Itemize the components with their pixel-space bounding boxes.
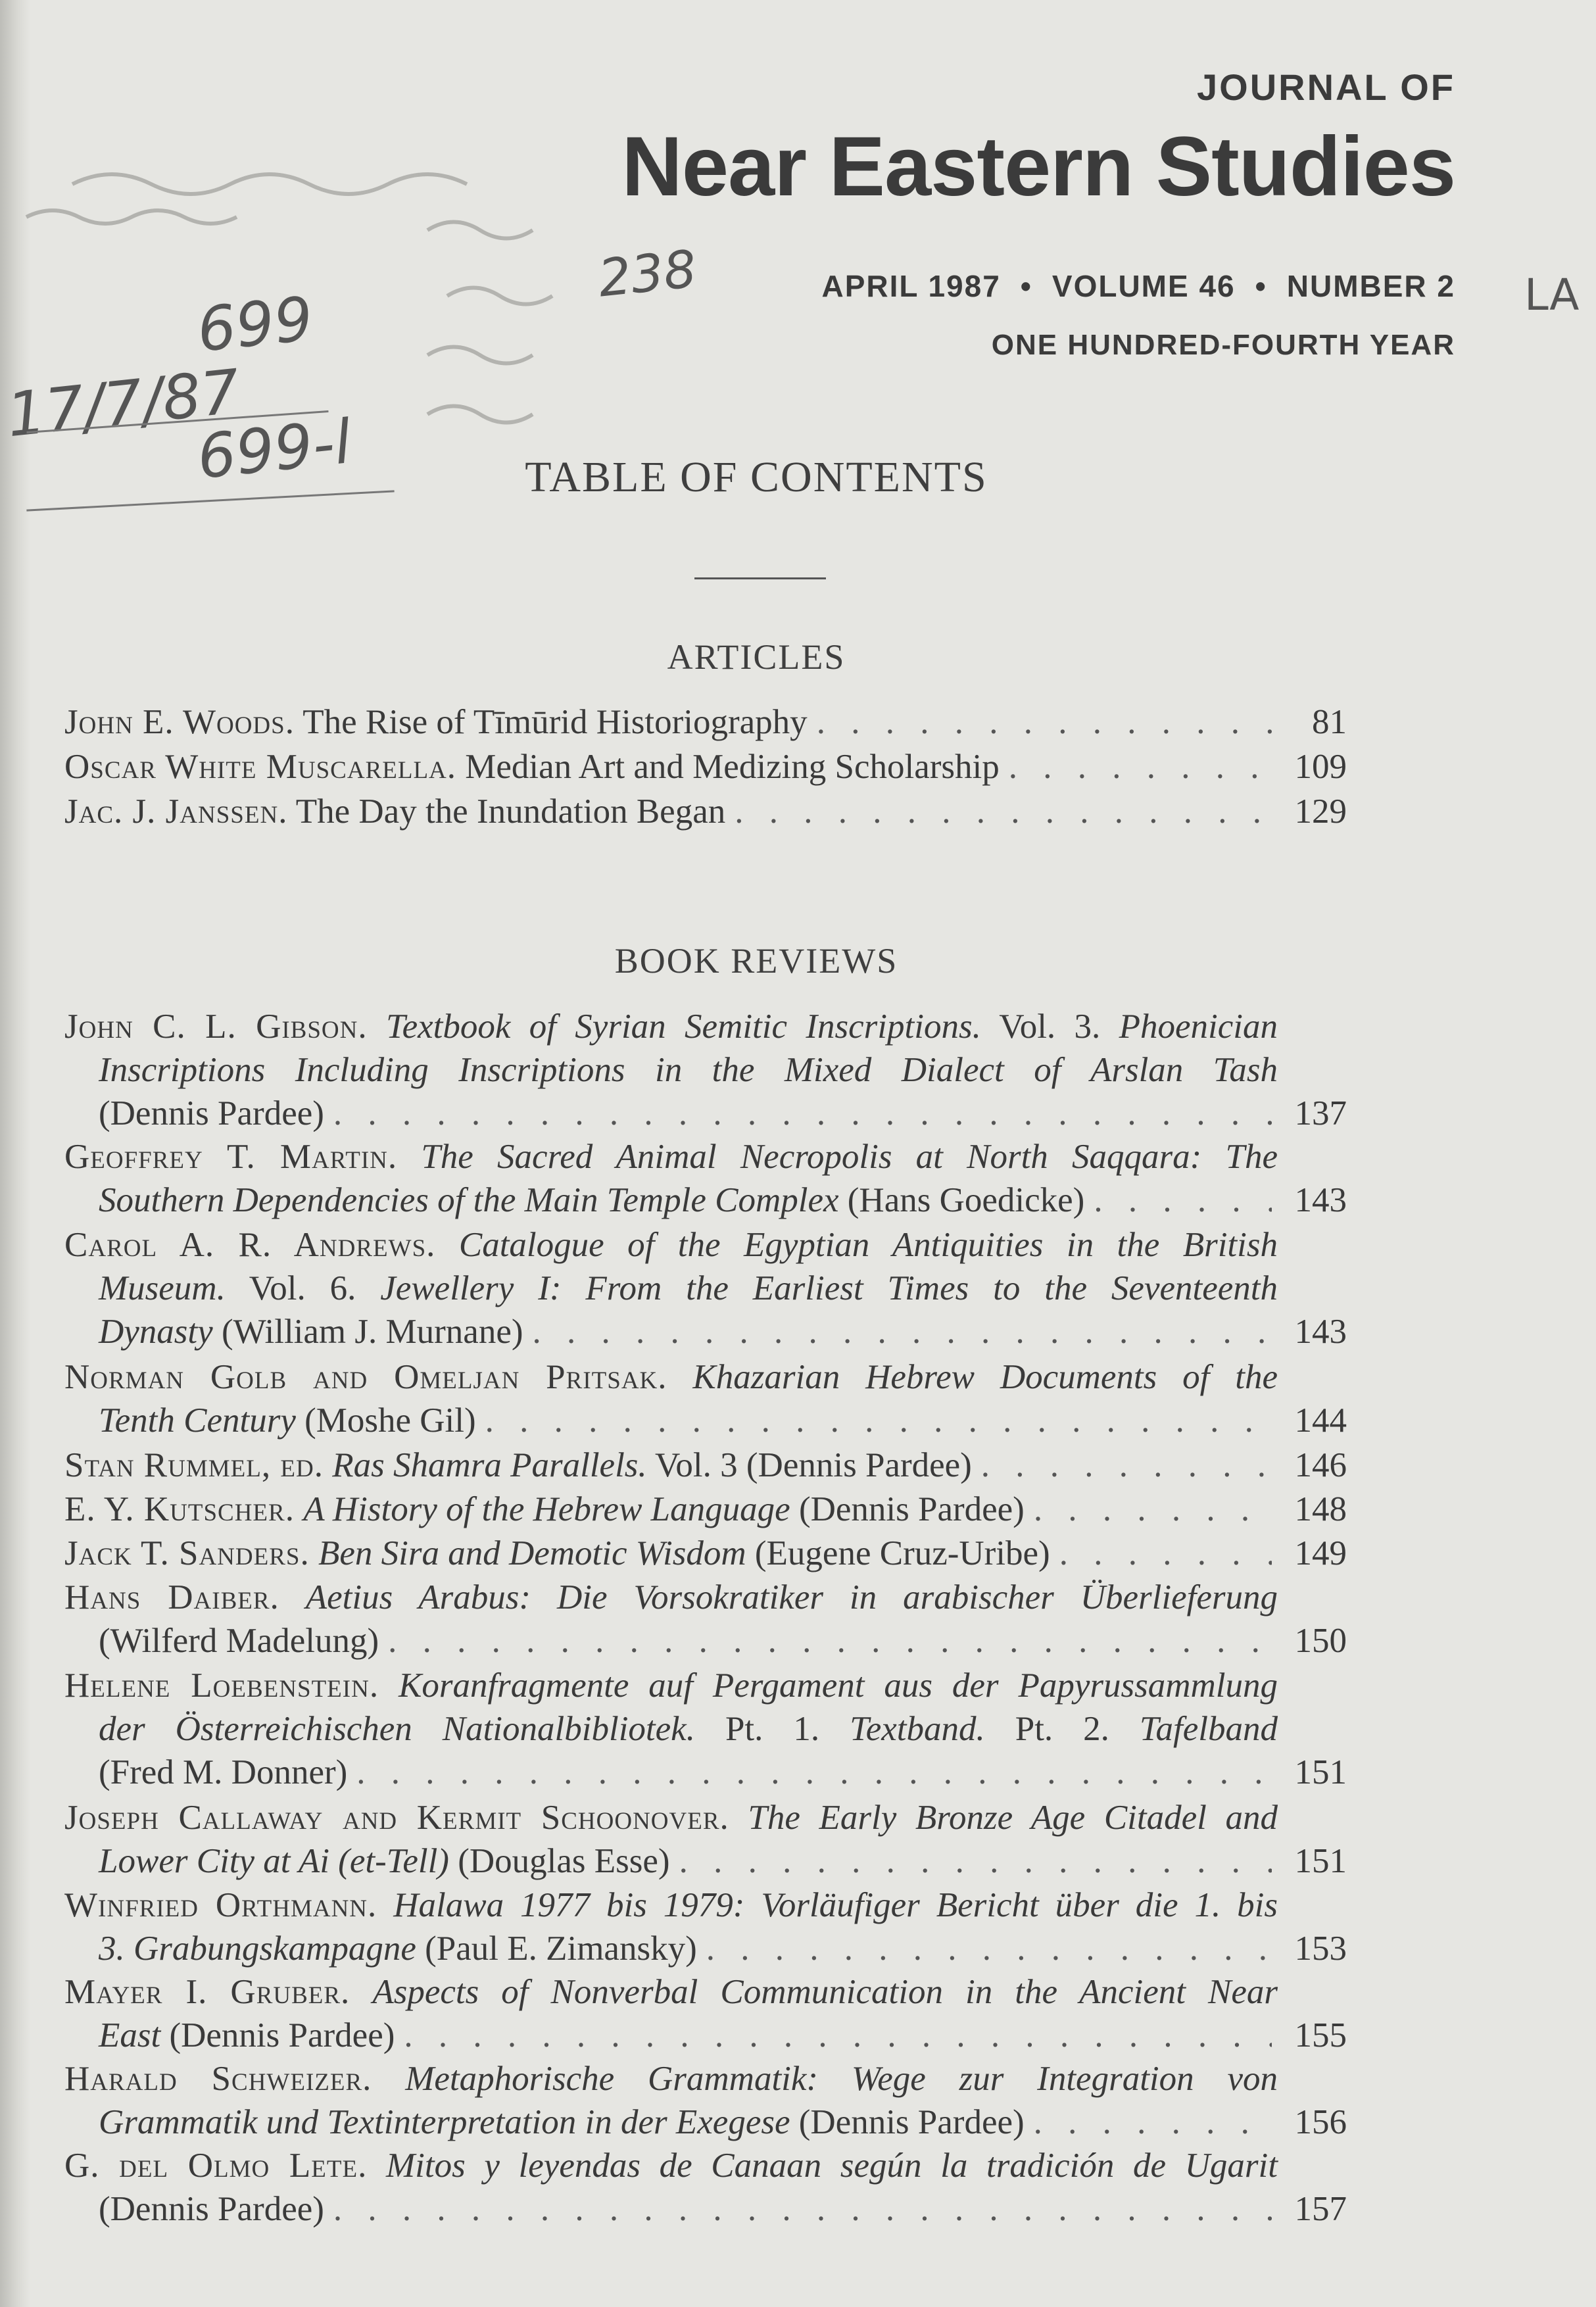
- article-title: The Rise of Tīmūrid Historiography: [302, 703, 808, 741]
- article-title: The Day the Inundation Began: [295, 792, 726, 831]
- volume-info: Pt. 2.: [984, 1710, 1140, 1748]
- review-entry: [64, 1488, 1347, 1531]
- dot-leaders: [735, 790, 1272, 833]
- author: John C. L. Gibson.: [64, 1008, 368, 1046]
- dot-leaders: [981, 1444, 1272, 1487]
- book-title: The Early Bronze Age Citadel and: [748, 1799, 1278, 1837]
- book-title: Museum.: [99, 1269, 226, 1307]
- book-title: Grammatik und Textinterpretation in der Exegese: [99, 2103, 790, 2141]
- review-entry: [64, 1883, 1347, 1970]
- review-entry: [64, 1970, 1347, 2057]
- page-number: 151: [1294, 1842, 1347, 1880]
- dot-leaders: [1034, 1488, 1272, 1531]
- book-title: Southern Dependencies of the Main Temple Complex: [99, 1181, 839, 1219]
- dot-leaders: [533, 1310, 1272, 1353]
- review-entry: [64, 1355, 1347, 1442]
- book-title: Dynasty: [99, 1313, 213, 1351]
- page-number: 155: [1294, 2016, 1347, 2054]
- dot-leaders: [817, 700, 1272, 744]
- book-title: Mitos y leyendas de Canaan según la tradición de Ugarit: [386, 2147, 1278, 2185]
- volume-info: Vol. 3.: [980, 1008, 1119, 1046]
- reviewer: (Dennis Pardee): [790, 1490, 1025, 1528]
- reviewer: (Paul E. Zimansky): [416, 1930, 697, 1968]
- handwritten-accession-code: 238: [595, 239, 700, 309]
- book-title: Tenth Century: [99, 1401, 296, 1440]
- dot-leaders: [1059, 1532, 1272, 1575]
- author: Jac. J. Janssen.: [64, 792, 288, 831]
- article-entry: [64, 790, 1347, 833]
- page-number: 150: [1294, 1622, 1347, 1660]
- author: Jack T. Sanders.: [64, 1534, 310, 1572]
- issue-line: [822, 268, 1455, 304]
- dot-leaders: [485, 1399, 1272, 1442]
- articles-heading: ARTICLES: [667, 637, 846, 677]
- review-entry: [64, 1444, 1347, 1487]
- book-title: Tafelband: [1139, 1710, 1278, 1748]
- issue-number: NUMBER 2: [1286, 269, 1455, 303]
- handwritten-shelf-number: 699-l: [194, 406, 355, 493]
- review-entry: [64, 1005, 1347, 1135]
- book-title: Jewellery I: From the Earliest Times to the Seventeenth: [380, 1269, 1278, 1307]
- book-title: A History of the Hebrew Language: [303, 1490, 790, 1528]
- book-title: Catalogue of the Egyptian Antiquities in the British: [458, 1226, 1278, 1264]
- author: Mayer I. Gruber.: [64, 1973, 351, 2011]
- dot-leaders: [333, 1092, 1272, 1135]
- page-number: 149: [1294, 1534, 1347, 1572]
- publication-year: ONE HUNDRED-FOURTH YEAR: [991, 329, 1455, 361]
- author: Helene Loebenstein.: [64, 1666, 379, 1705]
- dot-leaders: [1094, 1178, 1272, 1222]
- book-title: Inscriptions Including Inscriptions in the Mixed Dialect of Arslan Tash: [99, 1051, 1278, 1089]
- book-title: Ben Sira and Demotic Wisdom: [318, 1534, 746, 1572]
- reviewer: (Eugene Cruz-Uribe): [746, 1534, 1050, 1572]
- journal-prefix: JOURNAL OF: [1197, 66, 1455, 108]
- author: Oscar White Muscarella.: [64, 748, 457, 786]
- author: Joseph Callaway and Kermit Schoonover.: [64, 1799, 729, 1837]
- volume-info: Vol. 6.: [225, 1269, 381, 1307]
- page-number: 148: [1294, 1490, 1347, 1528]
- book-reviews-heading: BOOK REVIEWS: [614, 941, 898, 981]
- page-number: 81: [1312, 703, 1347, 741]
- page-number: 129: [1294, 792, 1347, 831]
- author: John E. Woods.: [64, 703, 295, 741]
- dot-leaders: [1034, 2101, 1272, 2144]
- author: Norman Golb and Omeljan Pritsak.: [64, 1358, 667, 1396]
- author: Geoffrey T. Martin.: [64, 1138, 398, 1176]
- author: Stan Rummel, ed.: [64, 1446, 324, 1484]
- review-entry: [64, 1532, 1347, 1575]
- separator: •: [1020, 269, 1032, 303]
- page-number: 143: [1294, 1181, 1347, 1219]
- book-title: Koranfragmente auf Pergament aus der Papyrussammlung: [398, 1666, 1278, 1705]
- page-number: 143: [1294, 1313, 1347, 1351]
- book-title: East: [99, 2016, 161, 2054]
- book-title: Lower City at Ai (et-Tell): [99, 1842, 449, 1880]
- dot-leaders: [356, 1751, 1272, 1794]
- author: G. del Olmo Lete.: [64, 2147, 368, 2185]
- author: Carol A. R. Andrews.: [64, 1226, 436, 1264]
- book-title: Ras Shamra Parallels.: [332, 1446, 647, 1484]
- article-entry: [64, 700, 1347, 744]
- book-title: der Österreichischen Nationalbibliotek.: [99, 1710, 695, 1748]
- author: Winfried Orthmann.: [64, 1886, 377, 1924]
- page-number: 151: [1294, 1753, 1347, 1791]
- reviewer: (Douglas Esse): [448, 1842, 670, 1880]
- handwritten-number: 699: [193, 283, 316, 366]
- separator: •: [1255, 269, 1267, 303]
- book-title: Khazarian Hebrew Documents of the: [692, 1358, 1278, 1396]
- reviewer: (Moshe Gil): [295, 1401, 476, 1440]
- book-title: Aetius Arabus: Die Vorsokratiker in arabischer Überlieferung: [305, 1578, 1278, 1616]
- reviewer: (William J. Murnane): [212, 1313, 523, 1351]
- page-number: 144: [1294, 1401, 1347, 1440]
- book-title: Aspects of Nonverbal Communication in the Ancient Near: [372, 1973, 1278, 2011]
- reviewer: (Wilferd Madelung): [99, 1622, 379, 1660]
- review-entry: [64, 1223, 1347, 1353]
- toc-title: TABLE OF CONTENTS: [525, 453, 988, 501]
- dot-leaders: [333, 2187, 1272, 2231]
- reviewer: (Fred M. Donner): [99, 1753, 348, 1791]
- dot-leaders: [1009, 745, 1272, 789]
- book-title: Metaphorische Grammatik: Wege zur Integration von: [405, 2060, 1278, 2098]
- review-entry: [64, 2144, 1347, 2231]
- page-number: 153: [1294, 1930, 1347, 1968]
- article-entry: [64, 745, 1347, 789]
- author: Harald Schweizer.: [64, 2060, 372, 2098]
- reviewer: (Dennis Pardee): [790, 2103, 1025, 2141]
- journal-title: Near Eastern Studies: [621, 120, 1455, 214]
- dot-leaders: [679, 1839, 1272, 1883]
- page-number: 156: [1294, 2103, 1347, 2141]
- reviewer: Vol. 3 (Dennis Pardee): [646, 1446, 972, 1484]
- handwritten-margin-note: LA: [1524, 270, 1580, 320]
- reviewer: (Dennis Pardee): [99, 2190, 324, 2228]
- page-number: 146: [1294, 1446, 1347, 1484]
- review-entry: [64, 1135, 1347, 1222]
- author: E. Y. Kutscher.: [64, 1490, 295, 1528]
- book-title: Phoenician: [1119, 1008, 1278, 1046]
- book-title: The Sacred Animal Necropolis at North Saqqara: The: [421, 1138, 1278, 1176]
- volume-info: Pt. 1.: [694, 1710, 850, 1748]
- dot-leaders: [706, 1927, 1272, 1970]
- book-title: Halawa 1977 bis 1979: Vorläufiger Bericht über die 1. bis: [393, 1886, 1278, 1924]
- review-entry: [64, 2057, 1347, 2144]
- page-number: 137: [1294, 1094, 1347, 1132]
- review-entry: [64, 1796, 1347, 1883]
- book-title: 3. Grabungskampagne: [99, 1930, 416, 1968]
- dot-leaders: [404, 2014, 1272, 2057]
- review-entry: [64, 1576, 1347, 1663]
- title-divider: [694, 577, 826, 579]
- book-title: Textbook of Syrian Semitic Inscriptions.: [385, 1008, 981, 1046]
- issue-date: APRIL 1987: [821, 269, 1001, 303]
- article-title: Median Art and Medizing Scholarship: [465, 748, 1000, 786]
- reviewer: (Dennis Pardee): [160, 2016, 395, 2054]
- book-title: Textband.: [850, 1710, 985, 1748]
- reviewer: (Hans Goedicke): [838, 1181, 1085, 1219]
- page-number: 157: [1294, 2190, 1347, 2228]
- review-entry: [64, 1664, 1347, 1794]
- dot-leaders: [388, 1619, 1272, 1663]
- reviewer: (Dennis Pardee): [99, 1094, 324, 1132]
- issue-volume: VOLUME 46: [1052, 269, 1236, 303]
- author: Hans Daiber.: [64, 1578, 279, 1616]
- handwritten-date: 17/7/87: [3, 356, 243, 451]
- page-number: 109: [1294, 748, 1347, 786]
